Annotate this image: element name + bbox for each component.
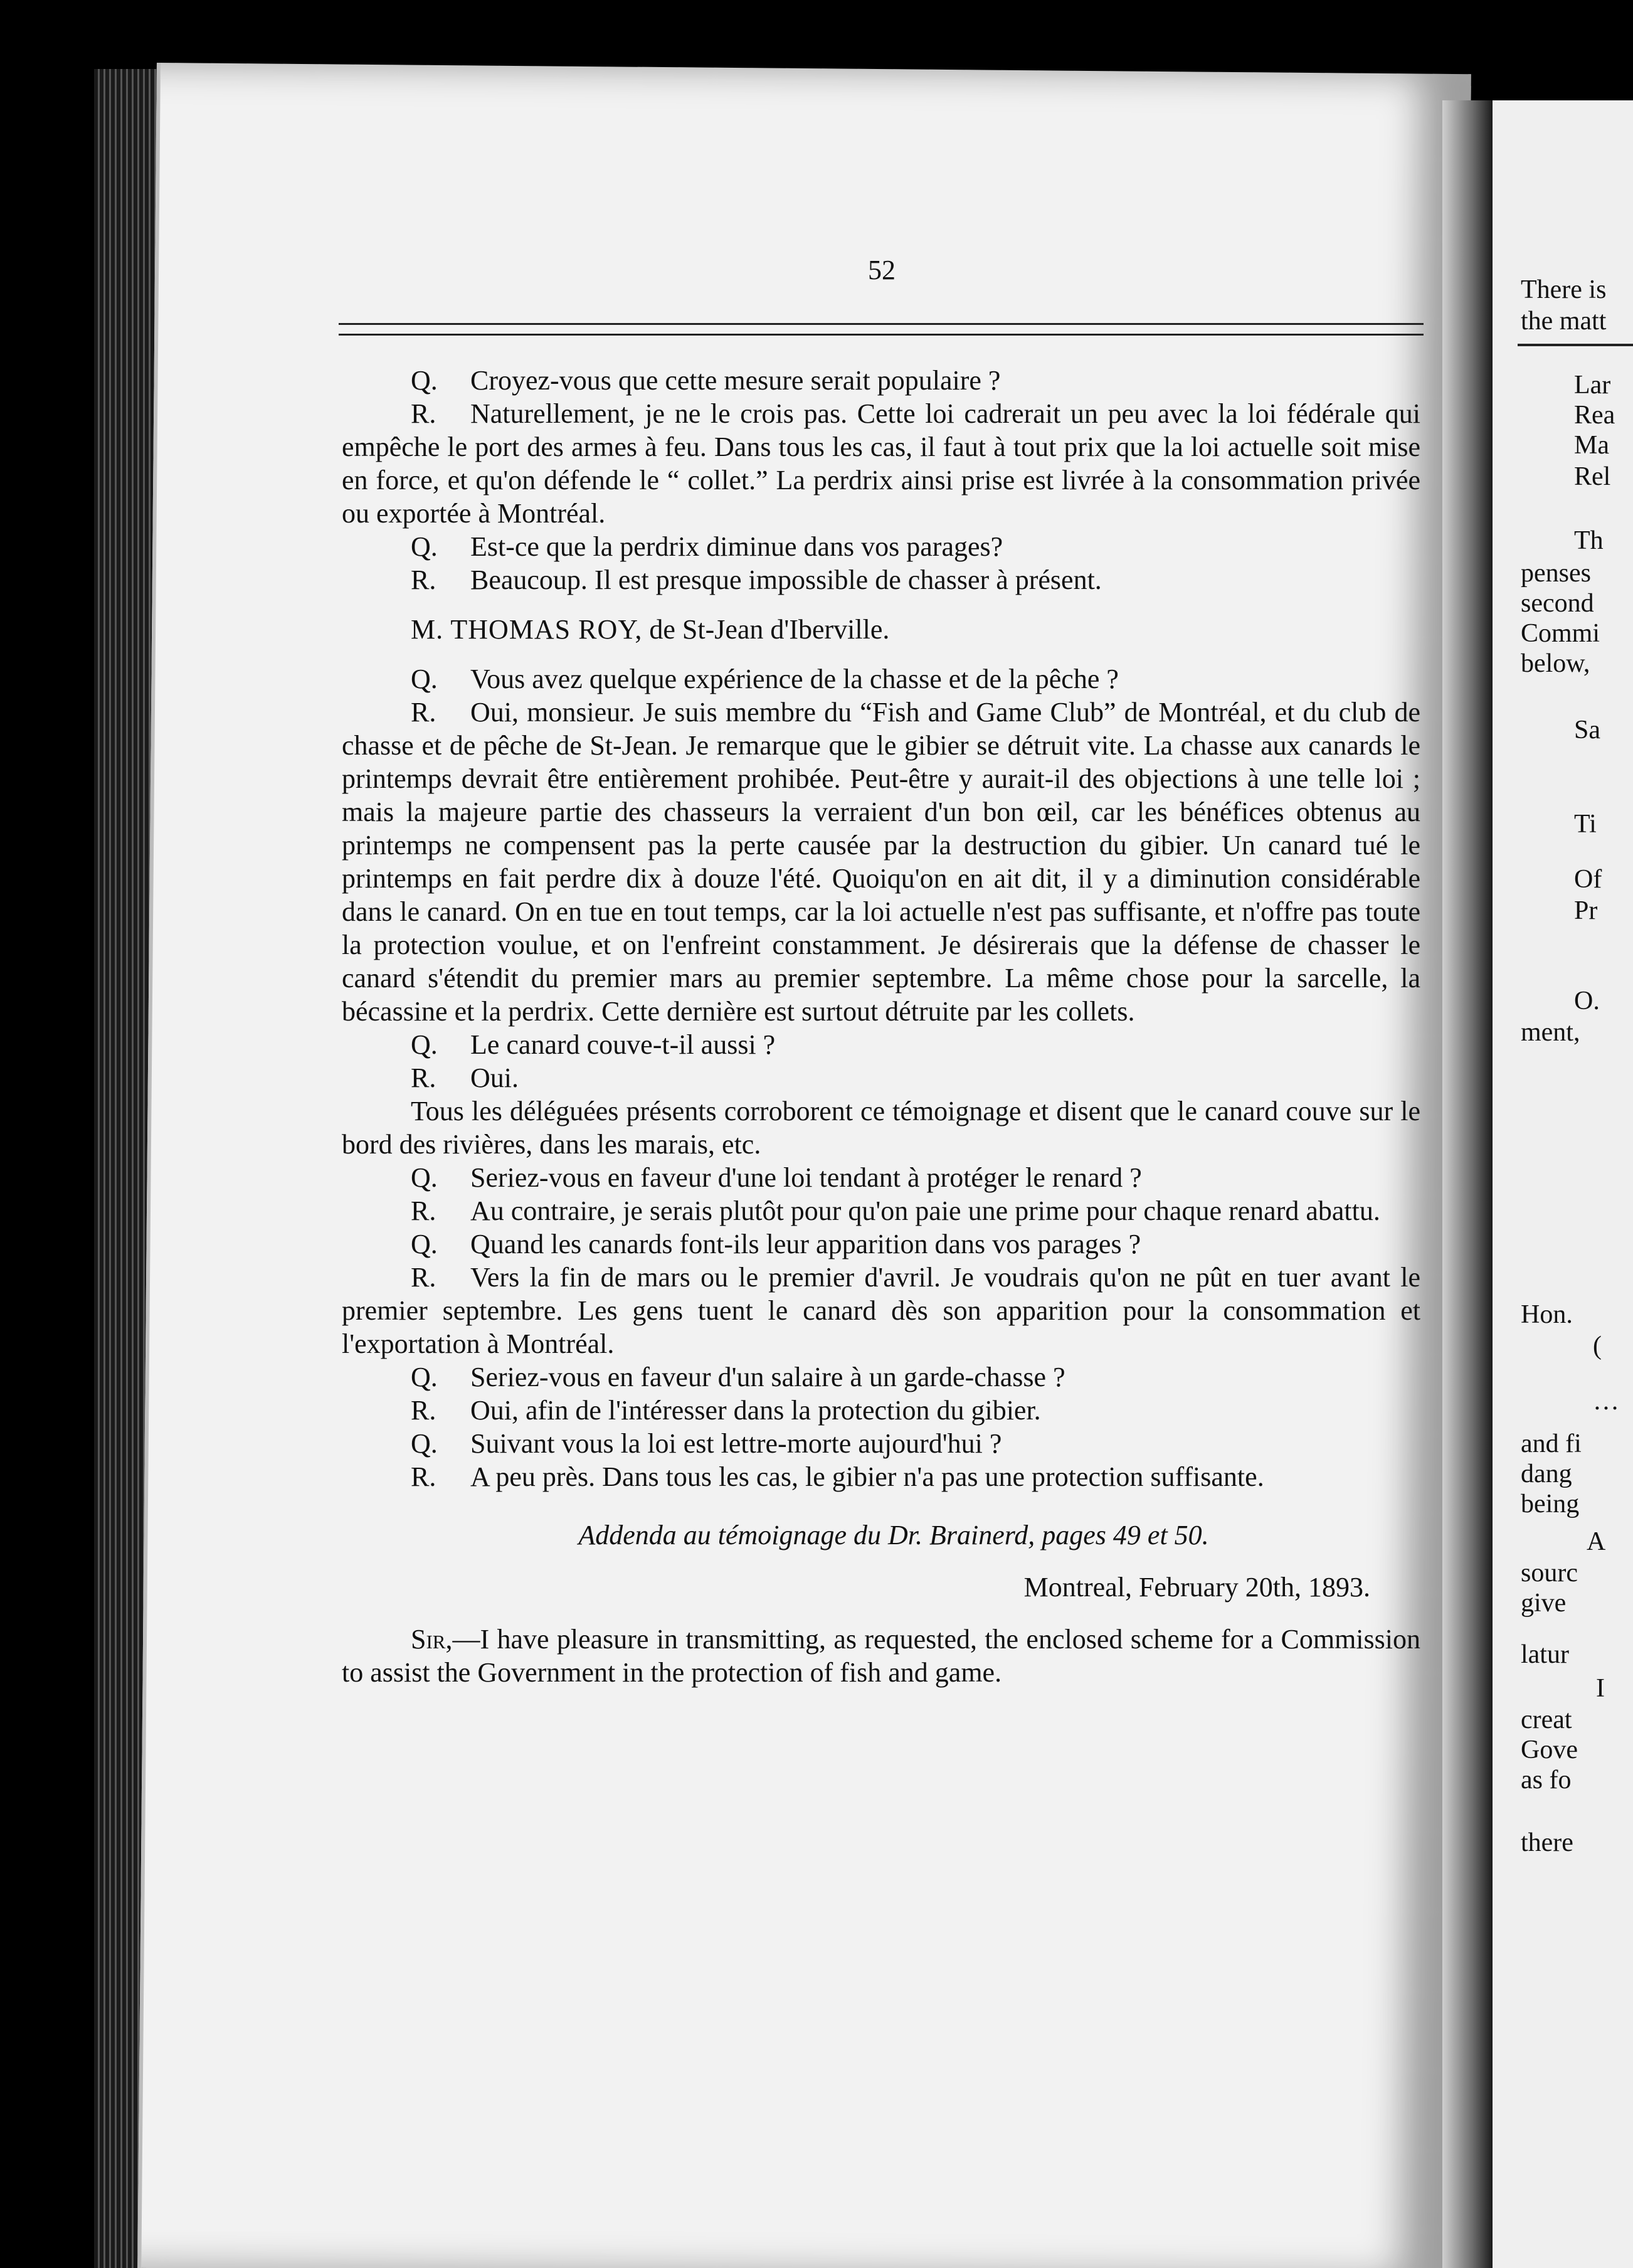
facing-text-fragment: sourc xyxy=(1521,1559,1578,1587)
facing-text-fragment: as fo xyxy=(1521,1766,1572,1794)
page-number: 52 xyxy=(868,255,896,285)
addenda-heading: Addenda au témoignage du Dr. Brainerd, pages 49 et 50. xyxy=(578,1520,1209,1550)
facing-text-fragment: Ti xyxy=(1574,810,1597,839)
facing-text-fragment: Lar xyxy=(1574,371,1611,400)
question-paragraph xyxy=(342,1161,1420,1194)
facing-text-fragment: Of xyxy=(1574,865,1602,894)
qa-text: Le canard couve-t-il aussi ? xyxy=(470,1029,776,1060)
question-paragraph xyxy=(342,1360,1420,1394)
facing-text-fragment: latur xyxy=(1521,1640,1569,1669)
facing-text-fragment: give xyxy=(1521,1589,1567,1618)
witness-heading xyxy=(342,613,1420,646)
facing-text-fragment: and fi xyxy=(1521,1429,1582,1458)
letter-paragraph xyxy=(342,1623,1420,1689)
facing-text-fragment: there xyxy=(1521,1828,1573,1857)
facing-text-fragment: There is xyxy=(1521,275,1607,304)
facing-text-fragment: ( xyxy=(1593,1332,1602,1360)
answer-paragraph xyxy=(342,1460,1420,1493)
qa-text: Oui, monsieur. Je suis membre du “Fish and Game Club” de Montréal, et du club de chasse et de pêche de St-Jean. Je remarque que le gibier se détruit vite. La chasse aux canards le printemps devrait être entièrement prohibée. Peut-être y aurait-il des objections à une telle loi ; mais la majeure partie des chasseurs la verraient d'un bon œil, car les bénéfices obtenus au printemps ne compensent pas la perte causée par la destruction du gibier. Un canard tué le printemps en fait perdre dix à douze l'été. Quoiqu'on en ait dit, il y a diminution considérable dans le canard. On en tue en tout temps, car la loi actuelle n'est pas suffisante, et n'offre pas toute la protection voulue, et on l'enfreint constamment. Je désirerais que la défense de chasser le canard s'étendit du premier mars au premier septembre. La même chose pour la sarcelle, la bécassine et la perdrix. Cette dernière est surtout détruite par les collets. xyxy=(342,697,1420,1027)
qa-label: R. xyxy=(411,1195,436,1226)
witness-name: M. THOMAS ROY, xyxy=(411,614,643,645)
facing-text-fragment: below, xyxy=(1521,649,1590,678)
witness-origin: de St-Jean d'Iberville. xyxy=(649,614,890,645)
facing-text-fragment: second xyxy=(1521,589,1594,618)
answer-paragraph xyxy=(342,563,1420,596)
qa-text: Oui. xyxy=(470,1062,519,1093)
facing-text-fragment: Hon. xyxy=(1521,1300,1573,1329)
answer-paragraph xyxy=(342,696,1420,1028)
facing-text-fragment: being xyxy=(1521,1490,1580,1518)
page-body xyxy=(342,364,1420,1689)
facing-text-fragment: Commi xyxy=(1521,619,1600,648)
facing-text-fragment: dang xyxy=(1521,1460,1572,1488)
question-paragraph xyxy=(342,1227,1420,1261)
qa-text: Quand les canards font-ils leur apparition dans vos parages ? xyxy=(470,1229,1141,1259)
qa-text: Vers la fin de mars ou le premier d'avril. Je voudrais qu'on ne pût en tuer avant le premier septembre. Les gens tuent le canard dès son apparition pour la consommation et l'exportation à Montréal. xyxy=(342,1262,1420,1359)
qa-text: Suivant vous la loi est lettre-morte aujourd'hui ? xyxy=(470,1428,1002,1459)
facing-text-fragment: penses xyxy=(1521,559,1591,588)
qa-label: R. xyxy=(411,398,436,429)
facing-text-fragment: … xyxy=(1593,1387,1619,1416)
letter-text: —I have pleasure in transmitting, as requested, the enclosed scheme for a Commission to assist the Government in the protection of fish and game. xyxy=(342,1624,1420,1688)
facing-text-fragment: creat xyxy=(1521,1705,1572,1734)
question-paragraph xyxy=(342,1028,1420,1061)
narrative-paragraph: Tous les déléguées présents corroborent ce témoignage et disent que le canard couve sur le bord des rivières, dans les marais, etc. xyxy=(342,1096,1420,1160)
letter-salutation: Sir, xyxy=(411,1624,453,1655)
qa-label: R. xyxy=(411,1262,436,1293)
qa-text: Naturellement, je ne le crois pas. Cette loi cadrerait un peu avec la loi fédérale qui empêche le port des armes à feu. Dans tous les cas, il faut à tout prix que la loi actuelle soit mise en force, et qu'on défende le “ collet.” La perdrix ainsi prise est livrée à la consommation privée ou exportée à Montréal. xyxy=(342,398,1420,529)
facing-text-fragment: Rel xyxy=(1574,462,1611,491)
facing-text-fragment: I xyxy=(1596,1674,1605,1703)
facing-page xyxy=(1493,100,1633,2268)
qa-label: Q. xyxy=(411,365,438,396)
qa-text: Seriez-vous en faveur d'une loi tendant à protéger le renard ? xyxy=(470,1162,1142,1193)
qa-label: Q. xyxy=(411,664,438,694)
facing-text-fragment: O. xyxy=(1574,987,1600,1015)
answer-paragraph xyxy=(342,1061,1420,1094)
facing-text-fragment: the matt xyxy=(1521,307,1607,336)
qa-text: Vous avez quelque expérience de la chasse et de la pêche ? xyxy=(470,664,1119,694)
letter-dateline: Montreal, February 20th, 1893. xyxy=(1023,1572,1370,1603)
header-double-rule xyxy=(339,323,1424,336)
answer-paragraph xyxy=(342,397,1420,530)
qa-text: Est-ce que la perdrix diminue dans vos parages? xyxy=(470,531,1003,562)
qa-label: Q. xyxy=(411,1029,438,1060)
question-paragraph xyxy=(342,1427,1420,1460)
answer-paragraph xyxy=(342,1194,1420,1227)
facing-text-fragment: Sa xyxy=(1574,716,1600,745)
qa-label: R. xyxy=(411,564,436,595)
question-paragraph xyxy=(342,530,1420,563)
qa-text: Beaucoup. Il est presque impossible de chasser à présent. xyxy=(470,564,1102,595)
facing-text-fragment: ment, xyxy=(1521,1018,1580,1047)
question-paragraph xyxy=(342,364,1420,397)
qa-text: Croyez-vous que cette mesure serait populaire ? xyxy=(470,365,1001,396)
facing-text-fragment: Rea xyxy=(1574,401,1615,430)
answer-paragraph xyxy=(342,1394,1420,1427)
qa-label: R. xyxy=(411,1062,436,1093)
qa-label: Q. xyxy=(411,1162,438,1193)
facing-page-rule xyxy=(1518,344,1633,346)
qa-label: Q. xyxy=(411,531,438,562)
facing-text-fragment: A xyxy=(1587,1527,1606,1556)
qa-label: Q. xyxy=(411,1428,438,1459)
answer-paragraph xyxy=(342,1261,1420,1360)
question-paragraph xyxy=(342,662,1420,696)
qa-label: Q. xyxy=(411,1229,438,1259)
facing-text-fragment: Th xyxy=(1574,526,1604,555)
qa-text: A peu près. Dans tous les cas, le gibier n'a pas une protection suffisante. xyxy=(470,1461,1264,1492)
facing-text-fragment: Pr xyxy=(1574,896,1598,925)
book-gutter xyxy=(1442,100,1493,2268)
facing-text-fragment: Gove xyxy=(1521,1735,1578,1764)
qa-label: Q. xyxy=(411,1362,438,1392)
qa-label: R. xyxy=(411,697,436,728)
qa-text: Au contraire, je serais plutôt pour qu'on paie une prime pour chaque renard abattu. xyxy=(470,1195,1380,1226)
qa-text: Seriez-vous en faveur d'un salaire à un garde-chasse ? xyxy=(470,1362,1065,1392)
qa-label: R. xyxy=(411,1461,436,1492)
qa-label: R. xyxy=(411,1395,436,1426)
qa-text: Oui, afin de l'intéresser dans la protection du gibier. xyxy=(470,1395,1041,1426)
facing-text-fragment: Ma xyxy=(1574,431,1609,460)
